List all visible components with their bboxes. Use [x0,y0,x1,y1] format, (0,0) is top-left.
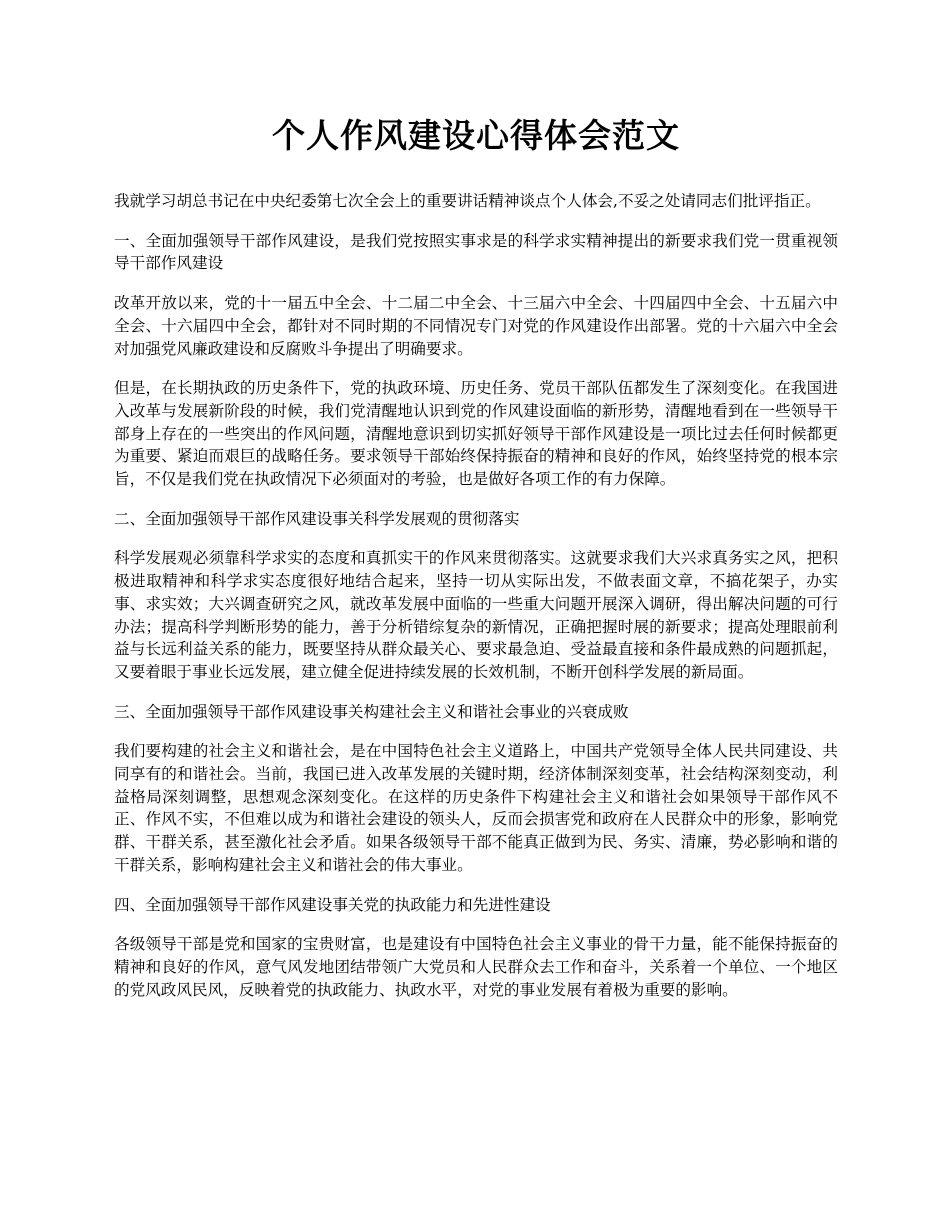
body-paragraph: 但是，在长期执政的历史条件下，党的执政环境、历史任务、党员干部队伍都发生了深刻变化。在我国进入改革与发展新阶段的时候，我们党清醒地认识到党的作风建设面临的新形势，清醒地看到在一些领导干部身上存在的一些突出的作风问题，清醒地意识到切实抓好领导干部作风建设是一项比过去任何时候都更为重要、紧迫而艰巨的战略任务。要求领导干部始终保持振奋的精神和良好的作风，始终坚持党的根本宗旨，不仅是我们党在执政情况下必须面对的考验，也是做好各项工作的有力保障。 [114,379,838,489]
intro-paragraph: 我就学习胡总书记在中央纪委第七次全会上的重要讲话精神谈点个人体会,不妥之处请同志们批评指正。 [114,192,821,210]
body-paragraph: 改革开放以来，党的十一届五中全会、十二届二中全会、十三届六中全会、十四届四中全会、十五届六中全会、十六届四中全会，都针对不同时期的不同情况专门对党的作风建设作出部署。党的十六届六中全会对加强党风廉政建设和反腐败斗争提出了明确要求。 [114,294,838,358]
section-heading-3: 三、全面加强领导干部作风建设事关构建社会主义和谐社会事业的兴衰成败 [114,702,629,721]
body-paragraph: 我们要构建的社会主义和谐社会，是在中国特色社会主义道路上，中国共产党领导全体人民共同建设、共同享有的和谐社会。当前，我国已进入改革发展的关键时期，经济体制深刻变革，社会结构深刻变动，利益格局深刻调整，思想观念深刻变化。在这样的历史条件下构建社会主义和谐社会如果领导干部作风不正、作风不实，不但难以成为和谐社会建设的领头人，反而会损害党和政府在人民群众中的形象，影响党群、干群关系，甚至激化社会矛盾。如果各级领导干部不能真正做到为民、务实、清廉，势必影响和谐的干群关系，影响构建社会主义和谐社会的伟大事业。 [114,742,838,874]
section-heading-1: 一、全面加强领导干部作风建设，是我们党按照实事求是的科学求实精神提出的新要求我们党一贯重视领导干部作风建设 [114,231,838,273]
section-heading-4: 四、全面加强领导干部作风建设事关党的执政能力和先进性建设 [114,895,551,914]
document-title: 个人作风建设心得体会范文 [272,116,680,155]
body-paragraph: 各级领导干部是党和国家的宝贵财富，也是建设有中国特色社会主义事业的骨干力量，能不能保持振奋的精神和良好的作风，意气风发地团结带领广大党员和人民群众去工作和奋斗，关系着一个单位、一个地区的党风政风民风，反映着党的执政能力、执政水平，对党的事业发展有着极为重要的影响。 [114,935,838,999]
section-heading-2: 二、全面加强领导干部作风建设事关科学发展观的贯彻落实 [114,509,520,528]
body-paragraph: 科学发展观必须靠科学求实的态度和真抓实干的作风来贯彻落实。这就要求我们大兴求真务实之风，把积极进取精神和科学求实态度很好地结合起来，坚持一切从实际出发，不做表面文章，不搞花架子，办实事、求实效；大兴调查研究之风，就改革发展中面临的一些重大问题开展深入调研，得出解决问题的可行办法；提高科学判断形势的能力，善于分析错综复杂的新情况，正确把握时展的新要求；提高处理眼前利益与长远利益关系的能力，既要坚持从群众最关心、要求最急迫、受益最直接和条件最成熟的问题抓起，又要着眼于事业长远发展，建立健全促进持续发展的长效机制，不断开创科学发展的新局面。 [114,549,838,681]
